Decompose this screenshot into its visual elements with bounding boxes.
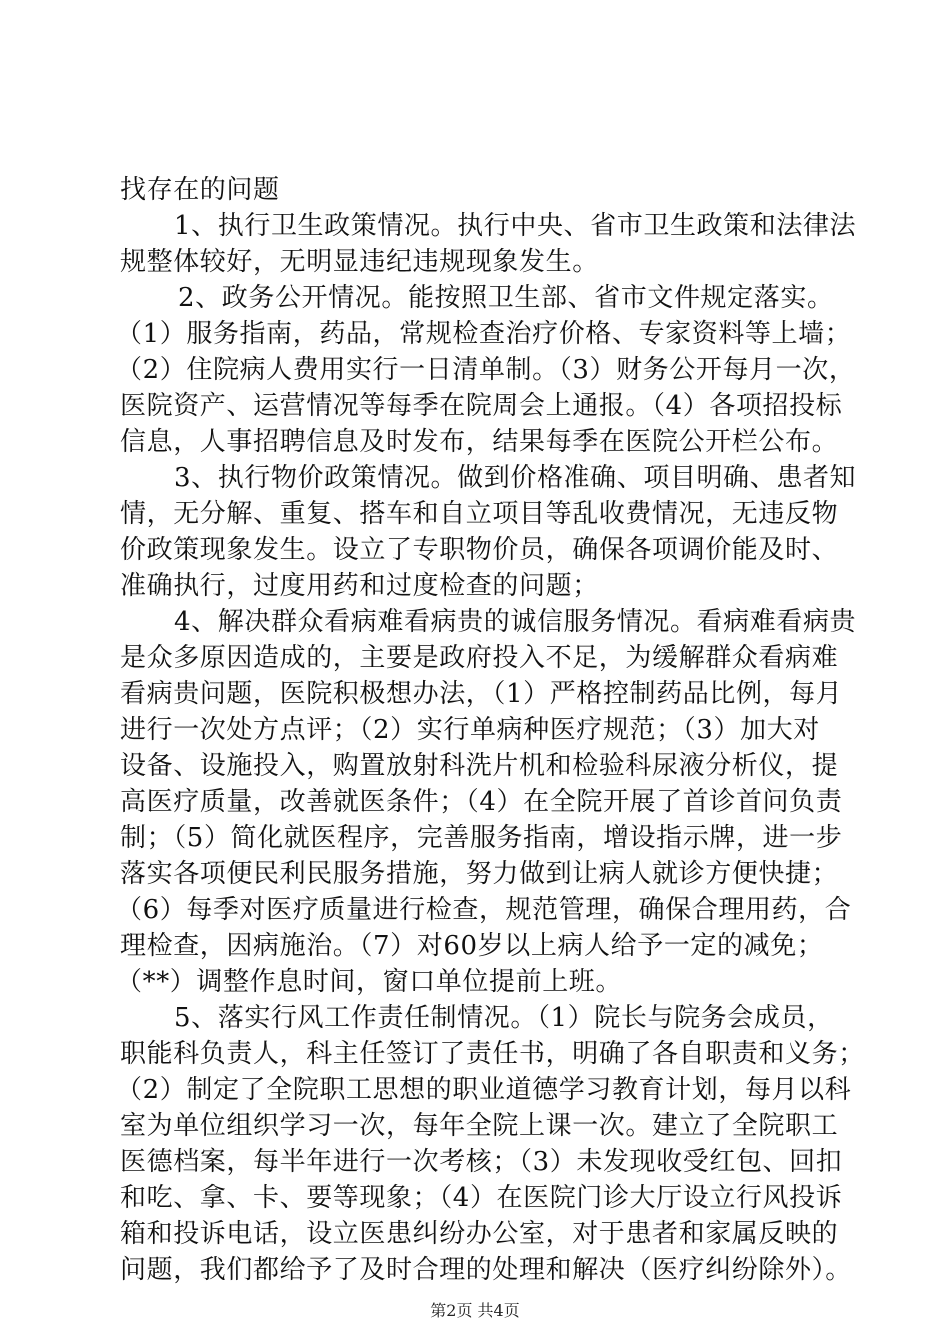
text-line: 2、政务公开情况。能按照卫生部、省市文件规定落实。 <box>178 283 834 313</box>
text-line: 规整体较好，无明显违纪违规现象发生。 <box>120 247 599 277</box>
text-line: （1）服务指南，药品，常规检查治疗价格、专家资料等上墙； <box>116 319 852 349</box>
text-line: （2）制定了全院职工思想的职业道德学习教育计划，每月以科 <box>116 1075 852 1105</box>
text-line: 5、落实行风工作责任制情况。（1）院长与院务会成员， <box>174 1003 834 1033</box>
text-line: 价政策现象发生。设立了专职物价员，确保各项调价能及时、 <box>120 535 839 565</box>
text-line: 4、解决群众看病难看病贵的诚信服务情况。看病难看病贵 <box>174 607 857 637</box>
text-line: 1、执行卫生政策情况。执行中央、省市卫生政策和法律法 <box>174 211 857 241</box>
text-line: 3、执行物价政策情况。做到价格准确、项目明确、患者知 <box>174 463 857 493</box>
text-line: 制；（5）简化就医程序，完善服务指南，增设指示牌，进一步 <box>120 823 843 853</box>
text-line: 问题，我们都给予了及时合理的处理和解决（医疗纠纷除外）。 <box>120 1255 852 1285</box>
text-line: （**）调整作息时间，窗口单位提前上班。 <box>116 967 623 997</box>
text-line: 看病贵问题，医院积极想办法，（1）严格控制药品比例，每月 <box>120 679 843 709</box>
text-line: 找存在的问题 <box>120 175 280 205</box>
text-line: 和吃、拿、卡、要等现象；（4）在医院门诊大厅设立行风投诉 <box>120 1183 843 1213</box>
text-line: 高医疗质量，改善就医条件；（4）在全院开展了首诊首问负责 <box>120 787 843 817</box>
text-line: （2）住院病人费用实行一日清单制。（3）财务公开每月一次， <box>116 355 856 385</box>
text-line: 医院资产、运营情况等每季在院周会上通报。（4）各项招投标 <box>120 391 843 421</box>
text-line: 落实各项便民利民服务措施，努力做到让病人就诊方便快捷； <box>120 859 839 889</box>
text-line: 设备、设施投入，购置放射科洗片机和检验科尿液分析仪，提 <box>120 751 839 781</box>
page-number: 第2页 共4页 <box>430 1301 520 1320</box>
text-line: 室为单位组织学习一次，每年全院上课一次。建立了全院职工 <box>120 1111 839 1141</box>
text-line: 准确执行，过度用药和过度检查的问题； <box>120 571 599 601</box>
text-line: 是众多原因造成的，主要是政府投入不足，为缓解群众看病难 <box>120 643 839 673</box>
text-line: （6）每季对医疗质量进行检查，规范管理，确保合理用药，合 <box>116 895 852 925</box>
text-line: 信息，人事招聘信息及时发布，结果每季在医院公开栏公布。 <box>120 427 839 457</box>
text-line: 职能科负责人，科主任签订了责任书，明确了各自职责和义务； <box>120 1039 865 1069</box>
text-line: 理检查，因病施治。（7）对60岁以上病人给予一定的减免； <box>120 931 824 961</box>
text-line: 情，无分解、重复、搭车和自立项目等乱收费情况，无违反物 <box>120 499 839 529</box>
text-line: 医德档案，每半年进行一次考核；（3）未发现收受红包、回扣 <box>120 1147 843 1177</box>
text-line: 进行一次处方点评；（2）实行单病种医疗规范；（3）加大对 <box>120 715 820 745</box>
text-line: 箱和投诉电话，设立医患纠纷办公室，对于患者和家属反映的 <box>120 1219 839 1249</box>
